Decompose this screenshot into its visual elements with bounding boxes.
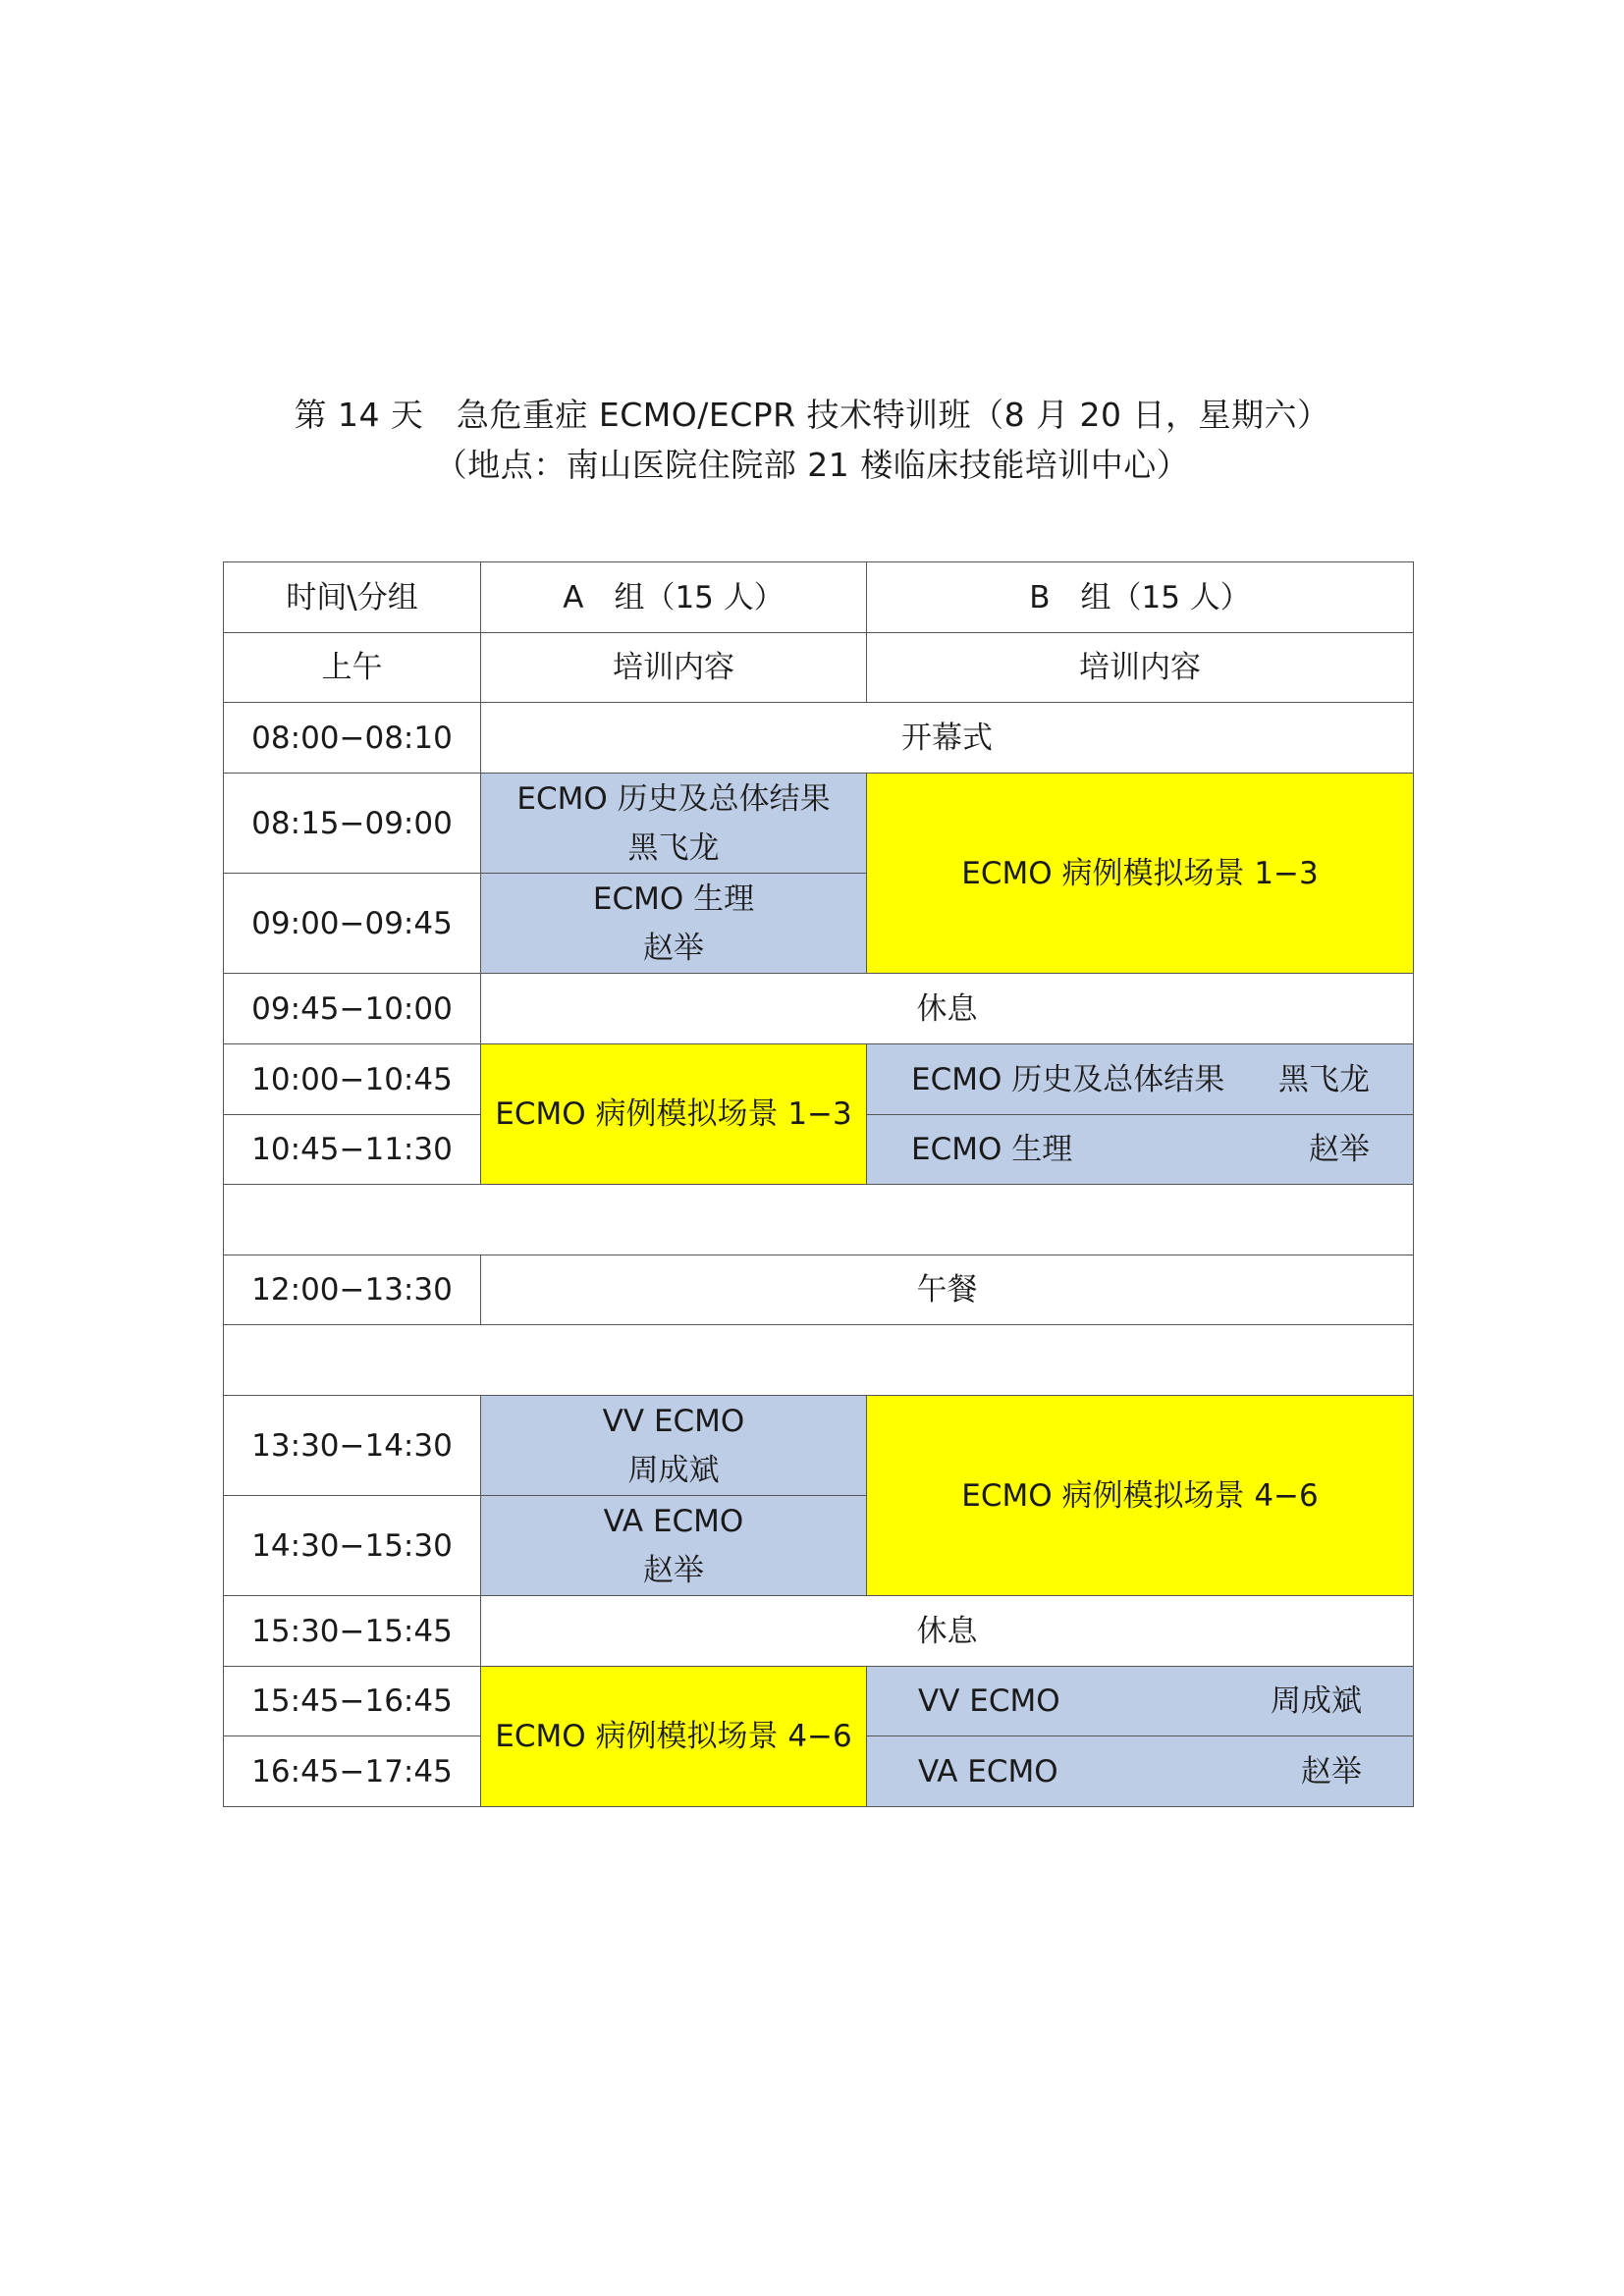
session-b-ecmo-history	[867, 1044, 1414, 1115]
table-row	[224, 1044, 1414, 1115]
time-cell: 09:00−09:45	[224, 874, 481, 974]
session-a-simulation-4-6: ECMO 病例模拟场景 4−6	[481, 1667, 867, 1807]
session-title: VA ECMO	[603, 1503, 744, 1539]
document-location: （地点：南山医院住院部 21 楼临床技能培训中心）	[434, 446, 1190, 484]
session-speaker: 周成斌	[627, 1452, 720, 1488]
session-a-va-ecmo	[481, 1496, 867, 1596]
break-label: 休息	[481, 1596, 1414, 1667]
session-b-va-ecmo	[867, 1736, 1414, 1807]
session-a-vv-ecmo	[481, 1396, 867, 1496]
time-cell: 15:30−15:45	[224, 1596, 481, 1667]
time-cell: 10:00−10:45	[224, 1044, 481, 1115]
empty-row	[224, 1325, 1414, 1396]
lunch-label: 午餐	[481, 1255, 1414, 1325]
session-b-ecmo-physiology	[867, 1115, 1414, 1185]
session-a-ecmo-physiology	[481, 874, 867, 974]
session-title: VV ECMO	[918, 1683, 1060, 1719]
table-row	[224, 1396, 1414, 1496]
session-title: ECMO 生理	[592, 881, 755, 917]
session-title: VA ECMO	[918, 1753, 1058, 1789]
session-b-vv-ecmo	[867, 1667, 1414, 1736]
table-row	[224, 974, 1414, 1044]
break-label: 休息	[481, 974, 1414, 1044]
table-header-row	[224, 562, 1414, 633]
session-speaker: 赵举	[1301, 1753, 1362, 1789]
header-content-a: 培训内容	[481, 633, 867, 703]
header-morning: 上午	[224, 633, 481, 703]
header-content-b: 培训内容	[867, 633, 1414, 703]
table-row	[224, 1667, 1414, 1736]
header-group-b: B 组（15 人）	[867, 562, 1414, 633]
session-speaker: 周成斌	[1271, 1683, 1362, 1719]
table-row	[224, 703, 1414, 774]
session-title: ECMO 历史及总体结果	[516, 780, 831, 817]
schedule-table	[223, 561, 1414, 1807]
table-subheader-row	[224, 633, 1414, 703]
time-cell: 08:15−09:00	[224, 774, 481, 874]
time-cell: 09:45−10:00	[224, 974, 481, 1044]
table-row	[224, 1596, 1414, 1667]
table-row	[224, 774, 1414, 874]
session-b-simulation-4-6: ECMO 病例模拟场景 4−6	[867, 1396, 1414, 1596]
session-title: VV ECMO	[602, 1403, 745, 1439]
time-cell: 13:30−14:30	[224, 1396, 481, 1496]
table-row	[224, 1255, 1414, 1325]
session-title: ECMO 历史及总体结果	[911, 1061, 1225, 1097]
session-speaker: 赵举	[1309, 1132, 1370, 1167]
session-a-simulation-1-3: ECMO 病例模拟场景 1−3	[481, 1044, 867, 1185]
session-title: ECMO 生理	[911, 1132, 1073, 1167]
session-b-simulation-1-3: ECMO 病例模拟场景 1−3	[867, 774, 1414, 974]
session-a-ecmo-history	[481, 774, 867, 874]
time-cell: 15:45−16:45	[224, 1667, 481, 1736]
session-speaker: 黑飞龙	[627, 829, 720, 866]
time-cell: 16:45−17:45	[224, 1736, 481, 1807]
time-cell: 10:45−11:30	[224, 1115, 481, 1185]
document-title: 第 14 天 急危重症 ECMO/ECPR 技术特训班（8 月 20 日，星期六）	[294, 396, 1330, 434]
opening-ceremony: 开幕式	[481, 703, 1414, 774]
session-speaker: 黑飞龙	[1278, 1061, 1370, 1097]
session-speaker: 赵举	[643, 930, 704, 966]
time-cell: 12:00−13:30	[224, 1255, 481, 1325]
time-cell: 14:30−15:30	[224, 1496, 481, 1596]
time-cell: 08:00−08:10	[224, 703, 481, 774]
header-group-a: A 组（15 人）	[481, 562, 867, 633]
empty-row	[224, 1185, 1414, 1255]
session-speaker: 赵举	[643, 1552, 704, 1588]
header-time-group: 时间\分组	[224, 562, 481, 633]
